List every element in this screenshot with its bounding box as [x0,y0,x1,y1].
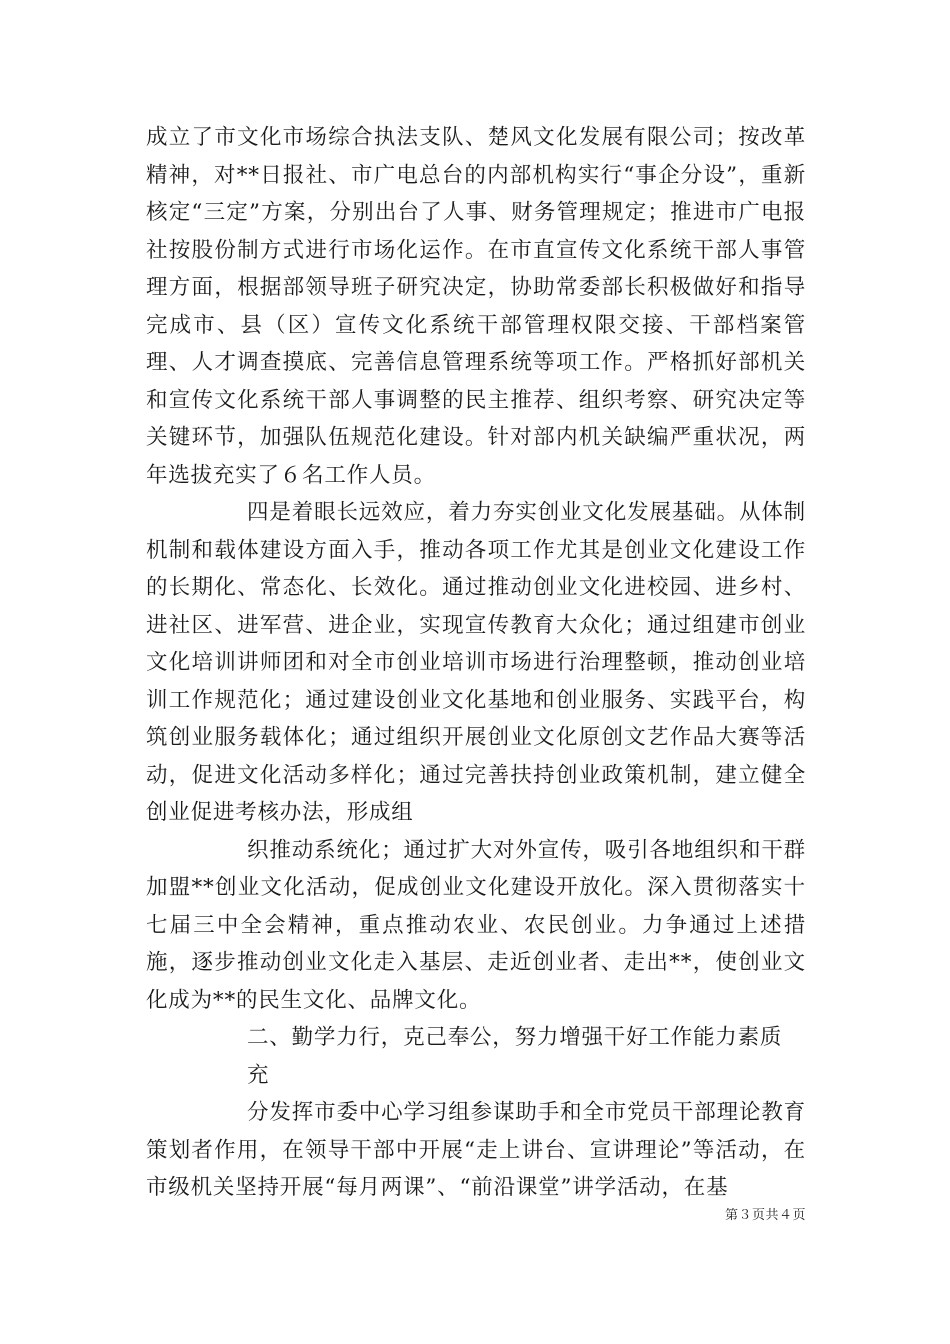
paragraph-4: 分发挥市委中心学习组参谋助手和全市党员干部理论教育策划者作用，在领导干部中开展“走上讲台、宣讲理论”等活动，在市级机关坚持开展“每月两课”、“前沿课堂”讲学活动，在基 [146,1100,806,1200]
paragraph-2: 四是着眼长远效应，着力夯实创业文化发展基础。从体制机制和载体建设方面入手，推动各项工作尤其是创业文化建设工作的长期化、常态化、长效化。通过推动创业文化进校园、进乡村、进社区、进军营、进企业，实现宣传教育大众化；通过组建市创业文化培训讲师团和对全市创业培训市场进行治理整顿，推动创业培训工作规范化；通过建设创业文化基地和创业服务、实践平台，构筑创业服务载体化；通过组织开展创业文化原创文艺作品大赛等活动，促进文化活动多样化；通过完善扶持创业政策机制，建立健全创业促进考核办法，形成组 [146,500,806,825]
section-heading: 二、勤学力行，克己奉公，努力增强干好工作能力素质 [247,1025,783,1050]
page-number: 第３页共４页 [724,1208,806,1223]
paragraph-3: 织推动系统化；通过扩大对外宣传，吸引各地组织和干群加盟**创业文化活动，促成创业文化建设开放化。深入贯彻落实十七届三中全会精神，重点推动农业、农民创业。力争通过上述措施，逐步推动创业文化走入基层、走近创业者、走出**，使创业文化成为**的民生文化、品牌文化。 [146,837,806,1013]
paragraph-1: 成立了市文化市场综合执法支队、楚风文化发展有限公司；按改革精神，对**日报社、市广电总台的内部机构实行“事企分设”，重新核定“三定”方案，分别出台了人事、财务管理规定；推进市广电报社按股份制方式进行市场化运作。在市直宣传文化系统干部人事管理方面，根据部领导班子研究决定，协助常委部长积极做好和指导完成市、县（区）宣传文化系统干部管理权限交接、干部档案管理、人才调查摸底、完善信息管理系统等项工作。严格抓好部机关和宣传文化系统干部人事调整的民主推荐、组织考察、研究决定等关键环节，加强队伍规范化建设。针对部内机关缺编严重状况，两年选拔充实了６名工作人员。 [146,125,806,488]
section-heading-continued: 充 [247,1062,270,1088]
body-text [146,119,806,1207]
